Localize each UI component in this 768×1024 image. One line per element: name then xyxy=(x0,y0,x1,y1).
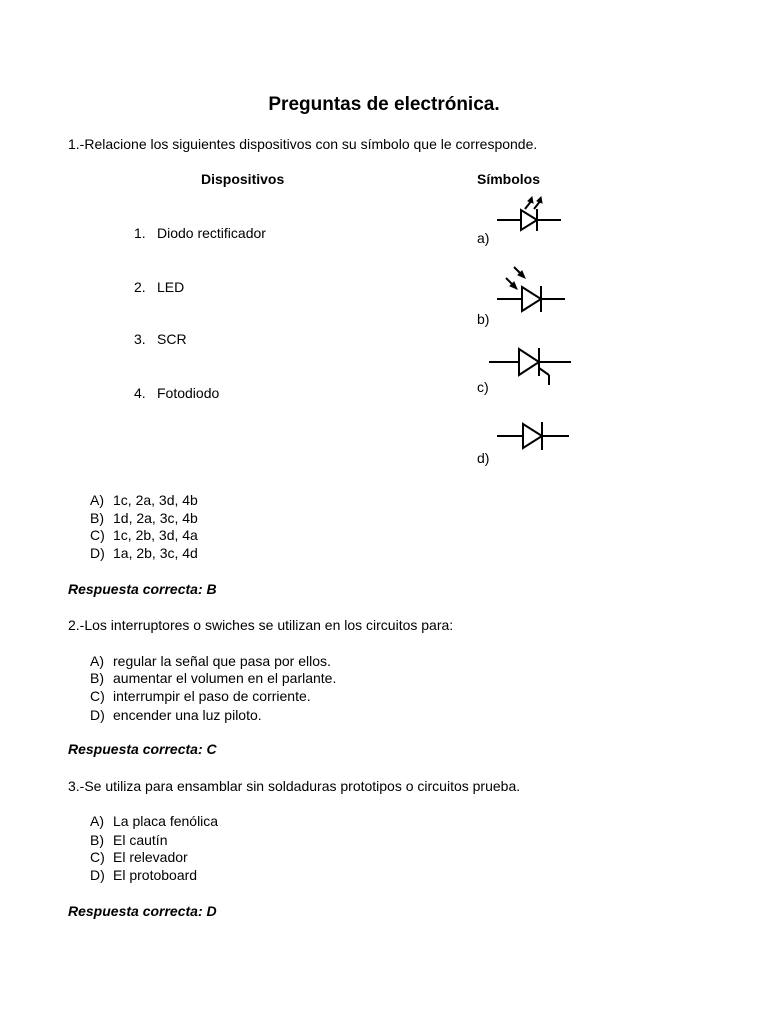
q2-option-a: A) regular la señal que pasa por ellos. xyxy=(90,653,331,669)
led-symbol-icon xyxy=(497,193,563,237)
question-3-prompt: 3.-Se utiliza para ensamblar sin soldaduras prototipos o circuitos prueba. xyxy=(68,778,521,794)
page-title: Preguntas de electrónica. xyxy=(268,94,500,115)
q2-option-c: C) interrumpir el paso de corriente. xyxy=(90,688,311,704)
q1-option-b: B) 1d, 2a, 3c, 4b xyxy=(90,510,198,526)
q3-answer: Respuesta correcta: D xyxy=(68,903,217,919)
q3-option-a: A) La placa fenólica xyxy=(90,813,219,829)
q3-option-d: D) El protoboard xyxy=(90,867,198,883)
device-item: 3. SCR xyxy=(134,331,187,347)
q3-option-b: B) El cautín xyxy=(90,832,168,848)
symbols-header: Símbolos xyxy=(477,171,541,187)
scr-symbol-icon xyxy=(489,345,573,387)
symbol-label-b: b) xyxy=(477,311,490,327)
devices-header: Dispositivos xyxy=(201,171,285,187)
photodiode-symbol-icon xyxy=(497,264,567,316)
symbol-label-c: c) xyxy=(477,379,489,395)
diode-symbol-icon xyxy=(497,418,571,456)
q1-answer: Respuesta correcta: B xyxy=(68,581,217,597)
q1-option-d: D) 1a, 2b, 3c, 4d xyxy=(90,545,198,561)
question-1-prompt: 1.-Relacione los siguientes dispositivos con su símbolo que le corresponde. xyxy=(68,136,538,152)
q2-answer: Respuesta correcta: C xyxy=(68,741,217,757)
symbol-label-a: a) xyxy=(477,230,490,246)
q2-option-d: D) encender una luz piloto. xyxy=(90,707,262,723)
device-item: 2. LED xyxy=(134,279,185,295)
q2-option-b: B) aumentar el volumen en el parlante. xyxy=(90,670,337,686)
device-item: 1. Diodo rectificador xyxy=(134,225,266,241)
device-item: 4. Fotodiodo xyxy=(134,385,220,401)
symbol-label-d: d) xyxy=(477,450,490,466)
q1-option-c: C) 1c, 2b, 3d, 4a xyxy=(90,527,198,543)
q1-option-a: A) 1c, 2a, 3d, 4b xyxy=(90,492,198,508)
question-2-prompt: 2.-Los interruptores o swiches se utilizan en los circuitos para: xyxy=(68,617,454,633)
q3-option-c: C) El relevador xyxy=(90,849,188,865)
